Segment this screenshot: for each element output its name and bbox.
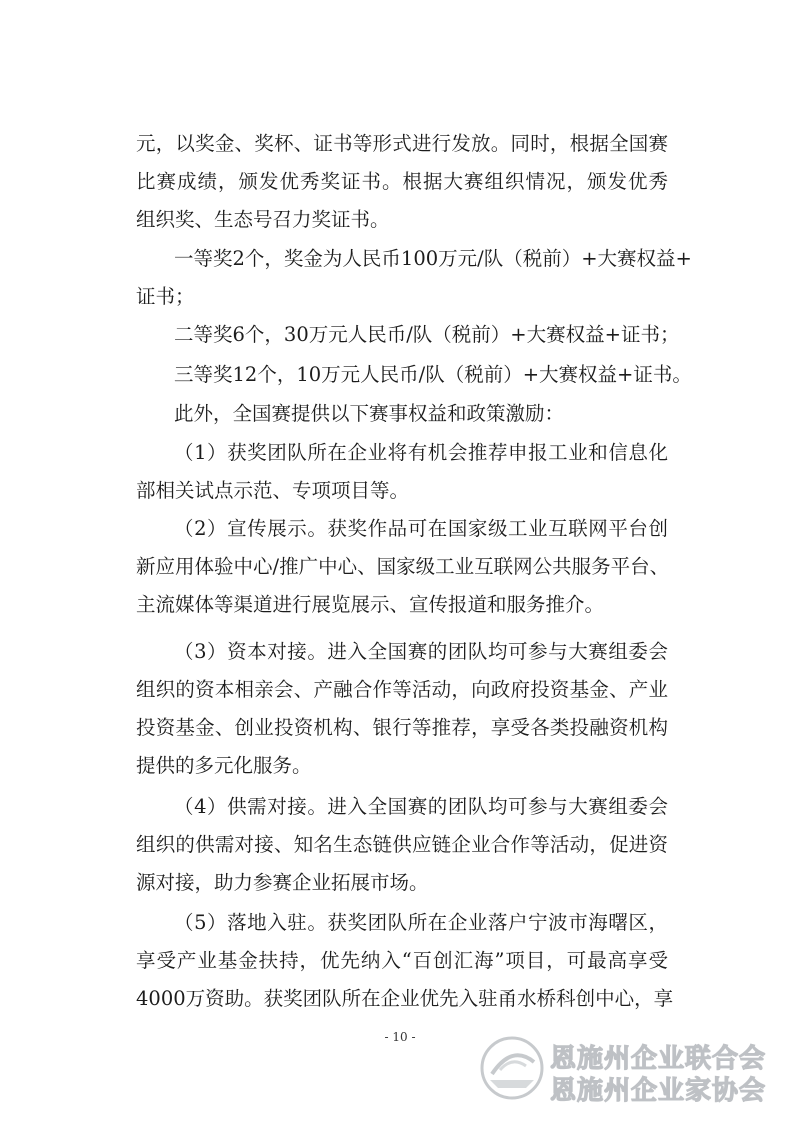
- paragraph-item-5: [136, 904, 674, 1018]
- text-line: 组织的资本相亲会、产融合作等活动，向政府投资基金、产业: [136, 678, 668, 701]
- paragraph-item-4: [136, 788, 668, 902]
- watermark-line-2: 恩施州企业家协会: [550, 1076, 767, 1106]
- text-line: 新应用体验中心/推广中心、国家级工业互联网公共服务平台、: [136, 555, 670, 578]
- text-line: 提供的多元化服务。: [136, 754, 312, 777]
- paragraph-second-prize: [136, 316, 680, 354]
- text-line: 比赛成绩，颁发优秀奖证书。根据大赛组织情况，颁发优秀: [136, 170, 668, 193]
- paragraph-award-intro: [136, 125, 668, 239]
- text-line: （3）资本对接。进入全国赛的团队均可参与大赛组委会: [174, 640, 668, 663]
- text-line: 三等奖12个，10万元人民币/队（税前）+大赛权益+证书。: [174, 363, 692, 386]
- text-line: 部相关试点示范、专项项目等。: [136, 479, 410, 502]
- text-line: 一等奖2个，奖金为人民币100万元/队（税前）+大赛权益+: [174, 247, 692, 270]
- text-line: 元，以奖金、奖杯、证书等形式进行发放。同时，根据全国赛: [136, 132, 668, 155]
- paragraph-item-1: [136, 434, 668, 510]
- text-line: 主流媒体等渠道进行展览展示、宣传报道和服务推介。: [136, 593, 605, 616]
- enshi-association-logo-icon: [478, 1034, 546, 1102]
- paragraph-item-2: [136, 510, 668, 624]
- text-line: （5）落地入驻。获奖团队所在企业落户宁波市海曙区，: [174, 911, 668, 934]
- paragraph-first-prize: [136, 240, 692, 316]
- text-line: 组织奖、生态号召力奖证书。: [136, 208, 390, 231]
- text-line: 此外，全国赛提供以下赛事权益和政策激励：: [174, 402, 565, 425]
- paragraph-third-prize: [136, 356, 692, 394]
- text-line: 投资基金、创业投资机构、银行等推荐，享受各类投融资机构: [136, 716, 668, 739]
- paragraph-benefits-intro: [136, 395, 668, 433]
- text-line: （4）供需对接。进入全国赛的团队均可参与大赛组委会: [174, 795, 668, 818]
- text-line: （2）宣传展示。获奖作品可在国家级工业互联网平台创: [174, 517, 668, 540]
- watermark: [478, 1030, 788, 1110]
- page-number: - 10 -: [384, 1030, 416, 1044]
- paragraph-item-3: [136, 633, 668, 785]
- text-line: 证书；: [136, 285, 195, 308]
- text-line: 二等奖6个，30万元人民币/队（税前）+大赛权益+证书；: [174, 323, 680, 346]
- text-line: 组织的供需对接、知名生态链供应链企业合作等活动，促进资: [136, 833, 668, 856]
- watermark-line-1: 恩施州企业联合会: [550, 1044, 767, 1074]
- text-line: 享受产业基金扶持，优先纳入“百创汇海”项目，可最高享受: [136, 949, 668, 972]
- text-line: （1）获奖团队所在企业将有机会推荐申报工业和信息化: [174, 441, 668, 464]
- text-line: 4000万资助。获奖团队所在企业优先入驻甬水桥科创中心，享: [136, 987, 674, 1010]
- text-line: 源对接，助力参赛企业拓展市场。: [136, 871, 429, 894]
